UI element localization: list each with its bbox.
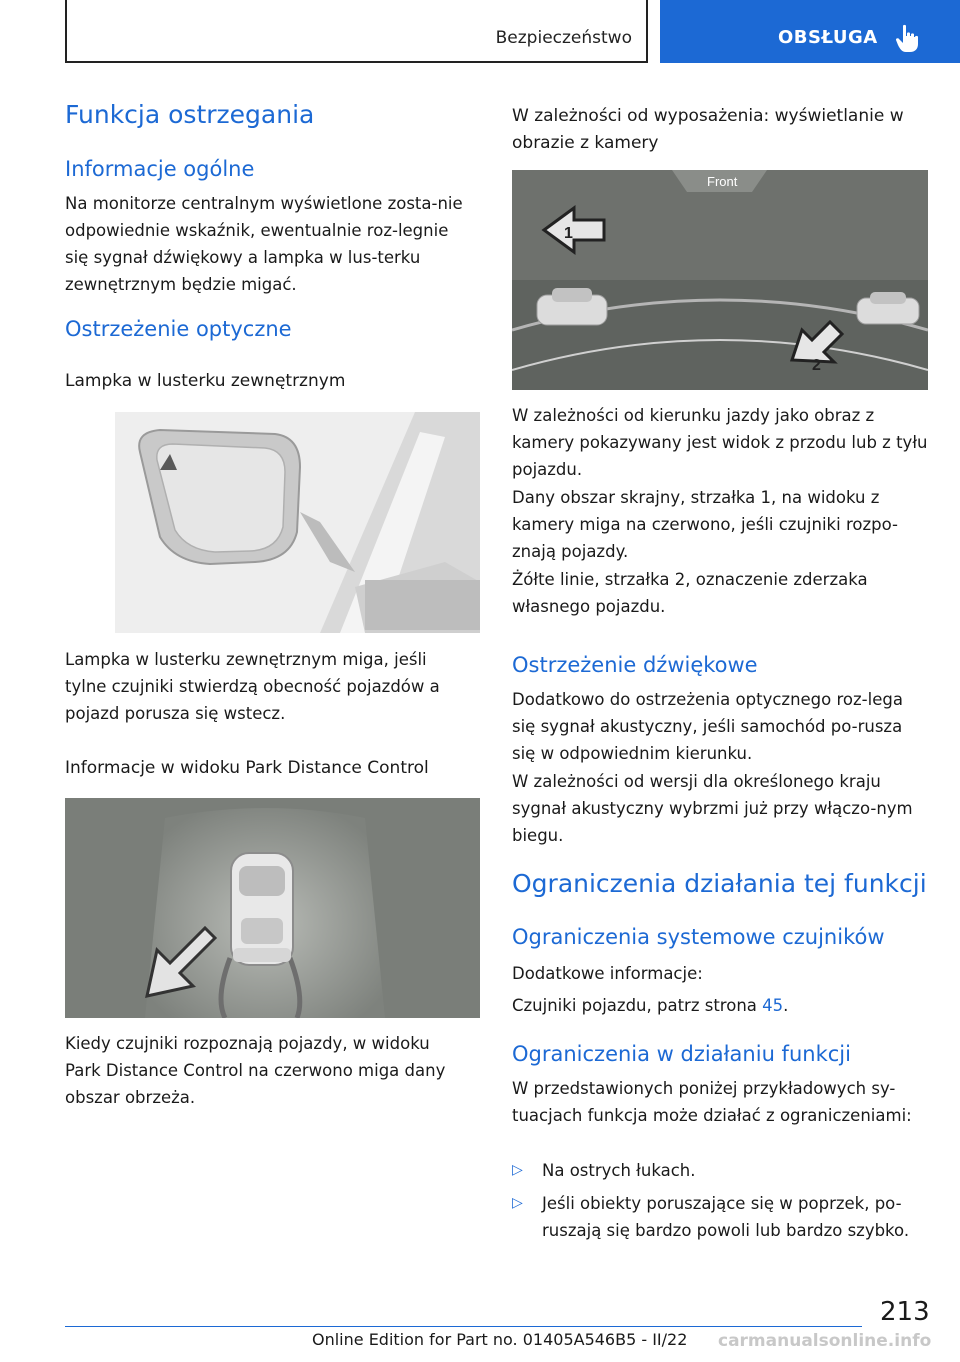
page-number: 213	[880, 1297, 930, 1327]
sensor-text-prefix: Czujniki pojazdu, patrz strona	[512, 996, 763, 1015]
paragraph-camera-3: Żółte linie, strzałka 2, oznaczenie zderzaka własnego pojazdu.	[512, 570, 868, 616]
paragraph-camera-2: Dany obszar skrajny, strzałka 1, na widoku z kamery miga na czerwono, jeśli czujniki rozpo-znają pojazdy.	[512, 488, 898, 561]
paragraph-mirror-light: Lampka w lusterku zewnętrznym miga, jeśli tylne czujniki stwierdzą obecność pojazdów a pojazd porusza się wstecz.	[65, 650, 440, 723]
header-section-title: Bezpieczeństwo	[495, 28, 632, 48]
paragraph-acoustic-2: W zależności od wersji dla określonego kraju sygnał akustyczny wybrzmi już przy włączo-nym biegu.	[512, 772, 913, 845]
bullet-item-1: Na ostrych łukach.	[542, 1161, 696, 1180]
heading-operation-limits: Ograniczenia w działaniu funkcji	[512, 1042, 851, 1066]
mirror-illustration	[115, 412, 480, 633]
bullet-triangle-icon: ▷	[512, 1162, 523, 1178]
camera-arrow-2-label: 2	[812, 357, 821, 374]
paragraph-operation: W przedstawionych poniżej przykładowych sy-tuacjach funkcja może działać z ograniczeniami:	[512, 1079, 912, 1125]
pointing-hand-icon	[896, 24, 918, 52]
section-title-warning-function: Funkcja ostrzegania	[65, 100, 315, 129]
paragraph-sensor-2	[512, 992, 928, 1019]
bullet-item-2: Jeśli obiekty poruszające się w poprzek, po-ruszają się bardzo powoli lub bardzo szybko.	[542, 1194, 910, 1240]
footer-divider	[65, 1326, 862, 1327]
heading-general-info: Informacje ogólne	[65, 157, 255, 181]
page-link-45[interactable]: 45	[762, 996, 784, 1015]
heading-optical-warning: Ostrzeżenie optyczne	[65, 317, 292, 341]
footer-watermark: carmanualsonline.info	[718, 1331, 932, 1351]
heading-camera-view: W zależności od wyposażenia: wyświetlanie w obrazie z kamery	[512, 106, 904, 153]
footer-edition: Online Edition for Part no. 01405A546B5 - II/22	[312, 1330, 688, 1349]
header-tab-label: OBSŁUGA	[778, 27, 878, 48]
heading-mirror-light: Lampka w lusterku zewnętrznym	[65, 371, 346, 391]
sensor-text-suffix: .	[783, 996, 789, 1015]
paragraph-pdc-info: Kiedy czujniki rozpoznają pojazdy, w widoku Park Distance Control na czerwono miga dany obszar obrzeża.	[65, 1034, 446, 1107]
camera-arrow-1-label: 1	[564, 225, 573, 242]
heading-acoustic-warning: Ostrzeżenie dźwiękowe	[512, 653, 758, 677]
header-tab-obsluga[interactable]	[660, 0, 960, 63]
heading-pdc-info: Informacje w widoku Park Distance Control	[65, 758, 429, 778]
camera-view-illustration	[512, 170, 928, 390]
header-section-box	[65, 0, 648, 63]
paragraph-camera-1: W zależności od kierunku jazdy jako obraz z kamery pokazywany jest widok z przodu lub z tyłu pojazdu.	[512, 406, 928, 479]
bullet-triangle-icon: ▷	[512, 1195, 523, 1211]
pdc-illustration	[65, 798, 480, 1018]
paragraph-general-info: Na monitorze centralnym wyświetlone zosta-nie odpowiednie wskaźnik, ewentualnie roz-legnie się sygnał dźwiękowy a lampka w lus-terku zewnętrznym będzie migać.	[65, 194, 463, 294]
paragraph-sensor-1: Dodatkowe informacje:	[512, 964, 703, 983]
section-title-limits: Ograniczenia działania tej funkcji	[512, 869, 927, 898]
paragraph-acoustic-1: Dodatkowo do ostrzeżenia optycznego roz-lega się sygnał akustyczny, jeśli samochód po-rusza się w odpowiednim kierunku.	[512, 690, 903, 763]
heading-sensor-limits: Ograniczenia systemowe czujników	[512, 925, 885, 949]
camera-front-label: Front	[707, 174, 738, 189]
